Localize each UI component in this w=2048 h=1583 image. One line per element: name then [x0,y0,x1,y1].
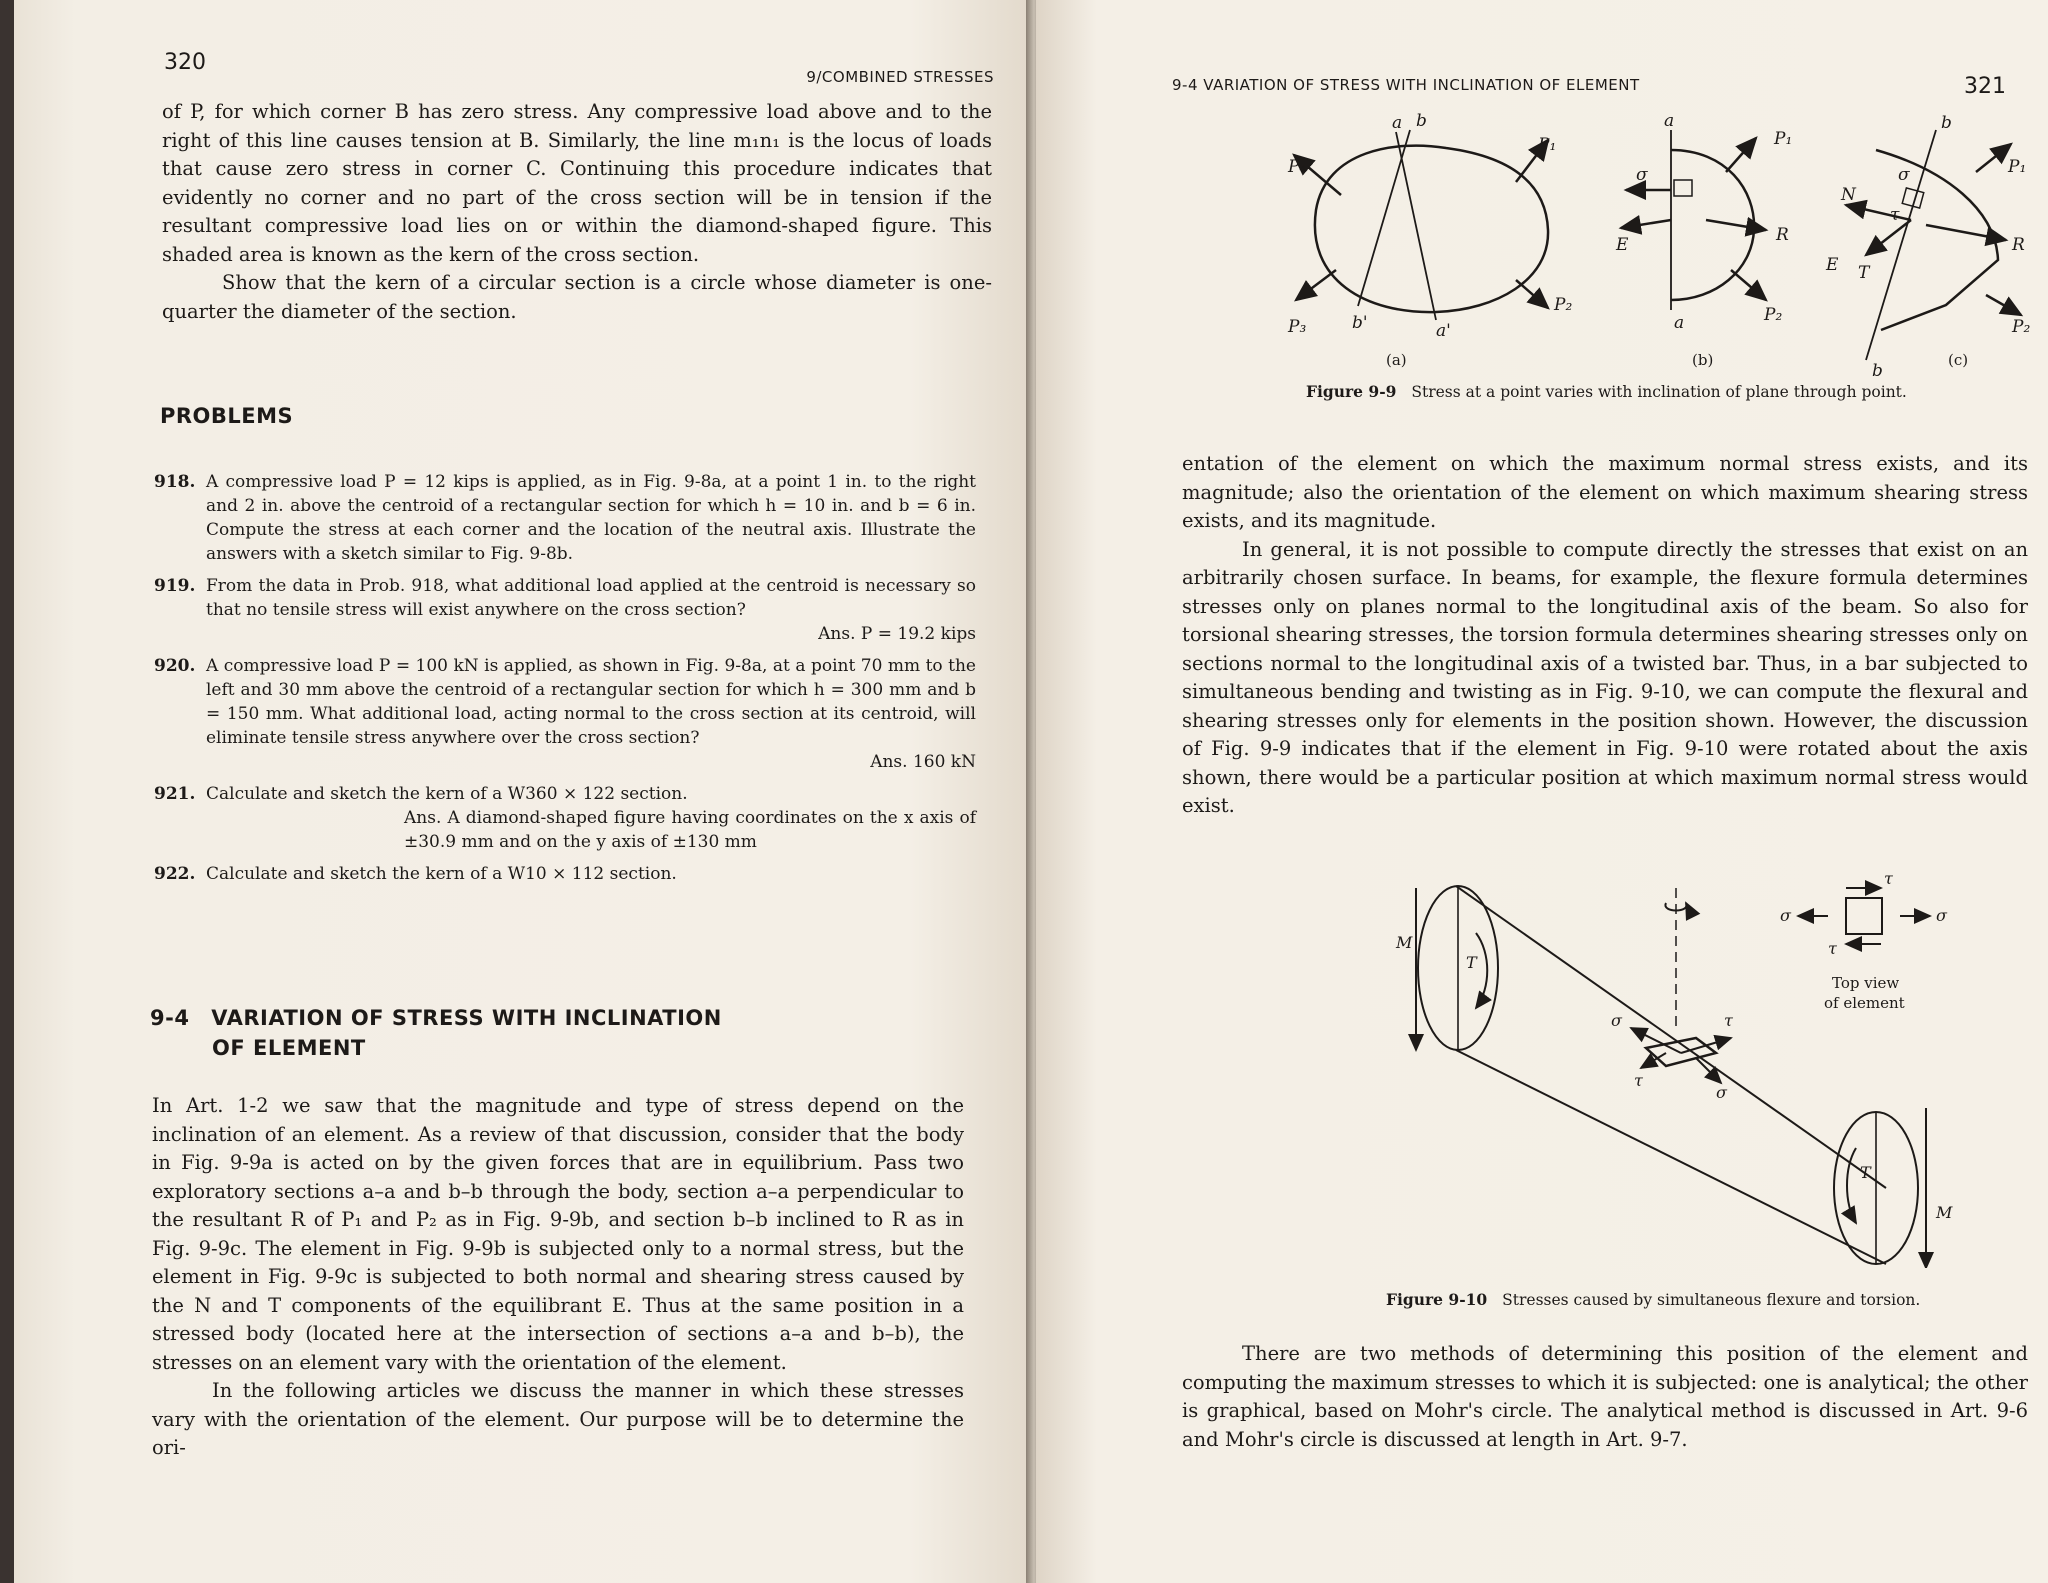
sublabel-a: (a) [1386,351,1407,369]
label-p4: P₄ [1288,157,1307,177]
problem-919 [154,574,976,646]
label-sigma-element: σ [1611,1011,1622,1030]
label-b-c: b [1941,113,1952,133]
label-tau-element-2: τ [1634,1071,1643,1090]
label-p1-b: P₁ [1774,129,1793,149]
body-paragraph: There are two methods of determining this position of the element and computing the maximum stresses to which it is subjected: one is analytical; the other is graphical, based on Mohr's circle. The analytical method is discussed in Art. 9-6 and Mohr's circle is discussed at length in Art. 9-7. [1182,1342,2028,1451]
label-a: a [1392,113,1403,133]
intro-paragraph: of P, for which corner B has zero stress. Any compressive load above and to the right of this line causes tension at B. Similarly, the line m₁n₁ is the locus of loads that cause zero stress in corner C. Continuing this procedure indicates that evidently no corner and no part of the cross section will be in tension if the resultant compressive load lies on or within the diamond-shaped figure. This shaded area is known as the kern of the cross section. [162,100,992,266]
problem-number: 919. [154,576,196,596]
label-sigma-element-2: σ [1716,1083,1727,1102]
label-a-prime: a' [1436,321,1451,341]
page-number-left: 320 [164,50,206,75]
section-number: 9-4 [150,1006,190,1030]
section-heading [150,1006,722,1030]
label-p2: P₂ [1554,295,1573,315]
sublabel-b: (b) [1692,351,1714,369]
top-view-label-2: of element [1824,994,1905,1012]
problem-text: Calculate and sketch the kern of a W360 × 122 section. [206,784,688,804]
problem-answer: Ans. A diamond-shaped figure having coordinates on the x axis of ±30.9 mm and on the y axis of ±130 mm [404,808,976,852]
label-sigma-top-right: σ [1936,906,1947,925]
figure-9-9-caption [1306,382,1907,401]
problem-number: 920. [154,656,196,676]
label-p2-b: P₂ [1764,305,1783,325]
label-r-c: R [2012,235,2025,255]
figure-9-10-caption [1386,1290,1920,1309]
label-tau-top-2: τ [1828,939,1837,958]
caption-text: Stress at a point varies with inclination of plane through point. [1411,383,1907,401]
label-n-c: N [1841,185,1856,205]
problem-921 [154,782,976,854]
label-t-c: T [1858,263,1870,283]
section-body [152,1092,964,1463]
problem-text: From the data in Prob. 918, what additional load applied at the centroid is necessary so that no tensile stress will exist anywhere on the cross section? [206,576,976,620]
label-t-left: T [1466,953,1477,972]
caption-label: Figure 9-9 [1306,382,1397,401]
label-m-right: M [1936,1203,1953,1222]
problem-918 [154,470,976,566]
section-title-line1: VARIATION OF STRESS WITH INCLINATION [211,1006,722,1030]
problem-text: A compressive load P = 100 kN is applied, as shown in Fig. 9-8a, at a point 70 mm to the left and 30 mm above the centroid of a rectangular section for which h = 300 mm and b = 150 mm. What additional load, acting normal to the cross section at its centroid, will eliminate tensile stress anywhere over the cross section? [206,656,976,748]
label-sigma-c: σ [1898,165,1910,185]
label-tau-element: τ [1724,1011,1733,1030]
label-p3: P₃ [1288,317,1307,337]
intro-exercise-paragraph: Show that the kern of a circular section is a circle whose diameter is one-quarter the diameter of the section. [162,271,992,323]
label-b-prime: b' [1352,313,1368,333]
right-page [1036,0,2048,1583]
left-page [14,0,1032,1583]
label-p1: P₁ [1538,135,1557,155]
caption-label: Figure 9-10 [1386,1290,1488,1309]
problems-list [154,470,976,886]
label-m-left: M [1396,933,1413,952]
problem-922 [154,862,976,886]
label-e-c: E [1826,255,1839,275]
label-a-b: a [1664,111,1675,131]
label-a-b2: a [1674,313,1685,333]
label-tau-top: τ [1884,869,1893,888]
figure-9-10 [1376,868,2016,1268]
caption-text: Stresses caused by simultaneous flexure and torsion. [1502,1291,1921,1309]
figure-9-9 [1286,110,2036,400]
problem-number: 922. [154,864,196,884]
page-number-right: 321 [1964,74,2006,99]
top-view-label-1: Top view [1832,974,1900,992]
label-sigma-b: σ [1636,165,1648,185]
label-b: b [1416,111,1427,131]
problem-number: 921. [154,784,196,804]
problem-text: A compressive load P = 12 kips is applied, as in Fig. 9-8a, at a point 1 in. to the right and 2 in. above the centroid of a rectangular section for which h = 10 in. and b = 6 in. Compute the stress at each corner and the location of the neutral axis. Illustrate the answers with a sketch similar to Fig. 9-8b. [206,472,976,564]
label-t-right: T [1860,1163,1871,1182]
body-paragraph: In general, it is not possible to compute directly the stresses that exist on an arbitrarily chosen surface. In beams, for example, the flexure formula determines stresses only on planes normal to the longitudinal axis of the beam. So also for torsional shearing stresses, the torsion formula determines shearing stresses only on sections normal to the longitudinal axis of a twisted bar. Thus, in a bar subjected to simultaneous bending and twisting as in Fig. 9-10, we can compute the flexural and shearing stresses only for elements in the position shown. However, the discussion of Fig. 9-9 indicates that if the element in Fig. 9-10 were rotated about the axis shown, there would be a particular position at which maximum normal stress would exist. [1182,537,2028,817]
problem-answer: Ans. P = 19.2 kips [818,624,976,644]
problem-920 [154,654,976,774]
problem-number: 918. [154,472,196,492]
label-p2-c: P₂ [2012,317,2031,337]
figure-9-9b-drawing [1621,130,1766,310]
body-paragraph: In the following articles we discuss the manner in which these stresses vary with the orientation of the element. Our purpose will be to determine the ori- [152,1379,964,1459]
body-paragraph: entation of the element on which the maximum normal stress exists, and its magnitude; also the orientation of the element on which maximum shearing stress exists, and its magnitude. [1182,452,2028,532]
label-e-b: E [1616,235,1629,255]
twisted-bar-drawing [1416,886,1930,1268]
label-tau-c: τ [1890,205,1900,225]
section-title-line2: OF ELEMENT [212,1036,366,1060]
sublabel-c: (c) [1948,351,1969,369]
figure-9-9a-drawing [1294,130,1548,320]
problem-text: Calculate and sketch the kern of a W10 × 112 section. [206,864,677,884]
body-paragraph: In Art. 1-2 we saw that the magnitude and type of stress depend on the inclination of an element. As a review of that discussion, consider that the body in Fig. 9-9a is acted on by the given forces that are in equilibrium. Pass two exploratory sections a–a and b–b through the body, section a–a perpendicular to the resultant R of P₁ and P₂ as in Fig. 9-9b, and section b–b inclined to R as in Fig. 9-9c. The element in Fig. 9-9b is subjected only to a normal stress, but the element in Fig. 9-9c is subjected to both normal and shearing stress caused by the N and T components of the equilibrant E. Thus at the same position in a stressed body (located here at the intersection of sections a–a and b–b), the stresses on an element vary with the orientation of the element. [152,1094,964,1374]
running-head-left: 9/COMBINED STRESSES [806,68,994,86]
figure-9-9c-drawing [1846,130,2021,360]
right-body-upper [1182,450,2028,821]
label-r-b: R [1776,225,1789,245]
problems-heading: PROBLEMS [160,404,294,428]
label-b-c2: b [1872,361,1883,381]
label-sigma-top-left: σ [1780,906,1791,925]
right-body-lower [1182,1340,2028,1454]
intro-text-block [162,98,992,326]
problem-answer: Ans. 160 kN [870,752,976,772]
running-head-right: 9-4 VARIATION OF STRESS WITH INCLINATION OF ELEMENT [1172,76,1640,94]
label-p1-c: P₁ [2008,157,2027,177]
